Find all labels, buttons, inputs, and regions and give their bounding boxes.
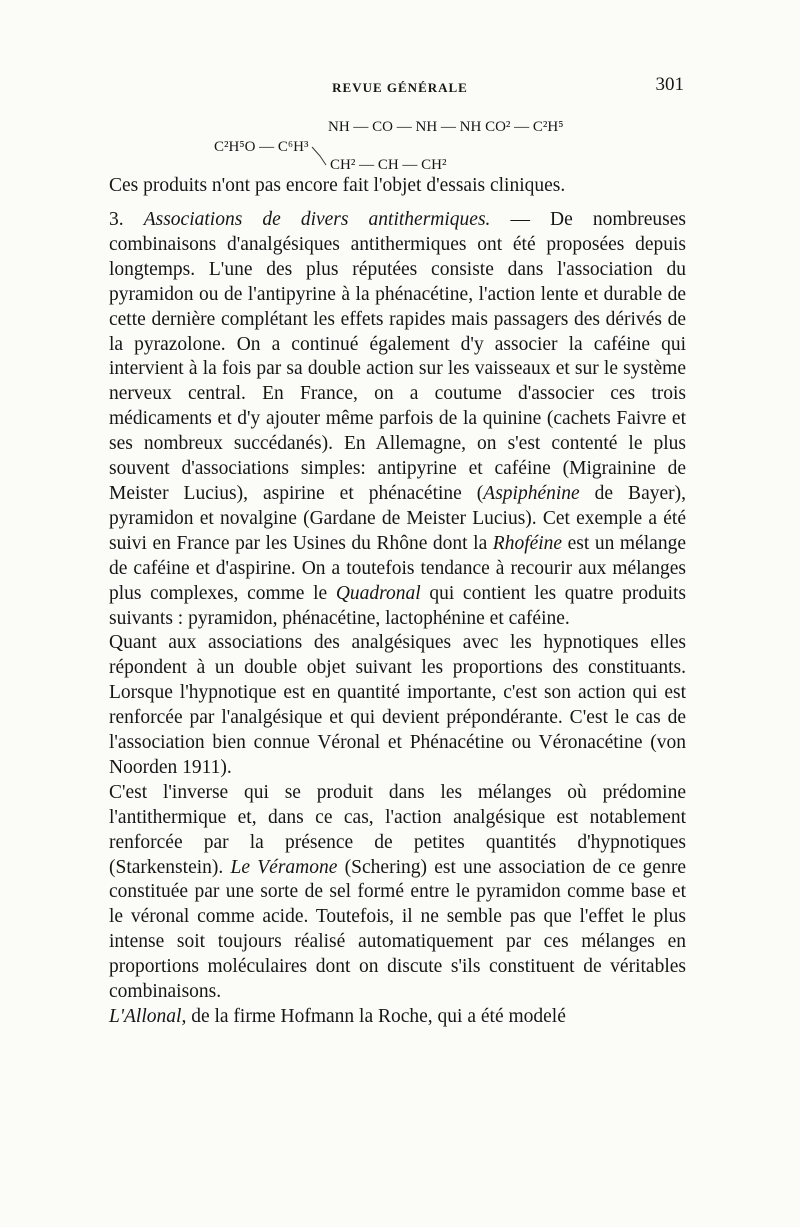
paragraph-0: Ces produits n'ont pas encore fait l'objet d'essais cliniques. [109,175,566,196]
intro-sentence [109,174,686,199]
section-heading: Associations de divers antithermiques. [143,209,491,230]
formula-line-3: CH² — CH — CH² [330,157,447,173]
section-number: 3. [109,209,124,230]
formula-line-2: C²H⁵O — C⁶H³ [214,139,309,155]
page-number: 301 [655,74,684,95]
formula-branch-mark [310,145,328,167]
body-text [109,208,686,1030]
paragraph-hypnotiques: Quant aux associations des analgésiques avec les hypnotiques elles répondent à un double objet suivant les proportions des constituants. Lorsque l'hypnotique est en quantité importante, c'est son action qui est renforcée par l'analgésique et qui devient prépondérante. C'est le cas de l'association bien connue Véronal et Phénacétine ou Véronacétine (von Noorden 1911). [109,632,686,778]
formula-line-1: NH — CO — NH — NH CO² — C²H⁵ [328,119,564,135]
paragraph-associations: 3. Associations de divers antithermiques. — De nombreuses combinaisons d'analgésiques antithermiques ont été proposées depuis longtemps. L'une des plus réputées consiste dans l'association du pyramidon ou de l'antipyrine à la phénacétine, l'action lente et durable de cette dernière complétant les effets rapides mais passagers des dérivés de la pyrazolone. On a continué également d'y associer la caféine qui intervient à la fois par sa double action sur les vaisseaux et sur le système nerveux central. En France, on a coutume d'associer ces trois médicaments et d'y ajouter même parfois de la quinine (cachets Faivre et ses nombreux succédanés). En Allemagne, on s'est contenté le plus souvent d'associations simples: antipyrine et caféine (Migrainine de Meister Lucius), aspirine et phénacétine (Aspiphénine de Bayer), pyramidon et novalgine (Gardane de Meister Lucius). Cet exemple a été suivi en France par les Usines du Rhône dont la Rhoféine est un mélange de caféine et d'aspirine. On a toutefois tendance à recourir aux mélanges plus complexes, comme le Quadronal qui contient les quatre produits suivants : pyramidon, phénacétine, lactophénine et caféine. [109,209,687,629]
paragraph-allonal: L'Allonal, de la firme Hofmann la Roche, qui a été modelé [109,1006,566,1027]
running-title: REVUE GÉNÉRALE [332,80,468,95]
paragraph-inverse: C'est l'inverse qui se produit dans les mélanges où prédomine l'antithermique et, dans ce cas, l'action analgésique est notablement renforcée par la présence de petites quantités d'hypnotiques (Starkenstein). Le Véramone (Schering) est une association de ce genre constituée par une sorte de sel formé entre le pyramidon comme base et le véronal comme acide. Toutefois, il ne semble pas que l'effet le plus intense soit toujours réalisé automatiquement par ces mélanges en proportions moléculaires dont on discute s'ils constituent de véritables combinaisons. [109,781,686,1003]
